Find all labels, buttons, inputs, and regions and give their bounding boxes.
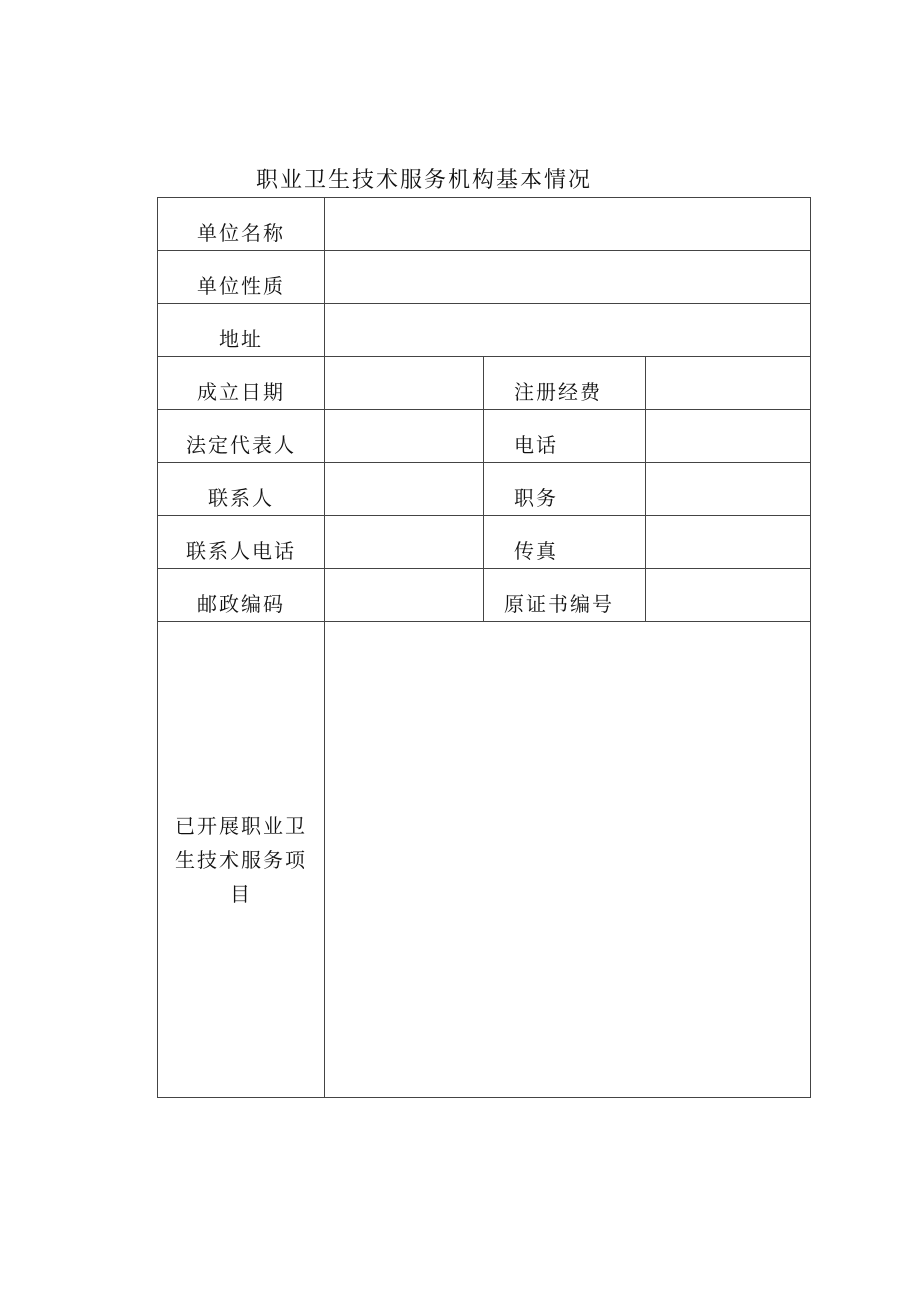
founding-date-label: 成立日期 xyxy=(158,357,325,410)
unit-name-label: 单位名称 xyxy=(158,198,325,251)
postal-code-label: 邮政编码 xyxy=(158,569,325,622)
phone-label: 电话 xyxy=(484,410,646,463)
contact-phone-field[interactable] xyxy=(325,516,484,569)
contact-phone-label: 联系人电话 xyxy=(158,516,325,569)
contact-person-label: 联系人 xyxy=(158,463,325,516)
position-field[interactable] xyxy=(646,463,811,516)
row-address xyxy=(158,304,811,357)
page-title: 职业卫生技术服务机构基本情况 xyxy=(256,168,593,193)
certificate-no-label: 原证书编号 xyxy=(484,569,646,622)
unit-nature-label: 单位性质 xyxy=(158,251,325,304)
row-contact-person xyxy=(158,463,811,516)
position-label: 职务 xyxy=(484,463,646,516)
services-label: 已开展职业卫生技术服务项目 xyxy=(158,622,325,1098)
fax-field[interactable] xyxy=(646,516,811,569)
postal-code-field[interactable] xyxy=(325,569,484,622)
address-field[interactable] xyxy=(325,304,811,357)
registered-capital-label: 注册经费 xyxy=(484,357,646,410)
row-founding-date xyxy=(158,357,811,410)
certificate-no-field[interactable] xyxy=(646,569,811,622)
info-form-table xyxy=(157,197,811,1098)
row-legal-rep xyxy=(158,410,811,463)
row-unit-name xyxy=(158,198,811,251)
legal-rep-field[interactable] xyxy=(325,410,484,463)
fax-label: 传真 xyxy=(484,516,646,569)
phone-field[interactable] xyxy=(646,410,811,463)
legal-rep-label: 法定代表人 xyxy=(158,410,325,463)
address-label: 地址 xyxy=(158,304,325,357)
contact-person-field[interactable] xyxy=(325,463,484,516)
services-field[interactable] xyxy=(325,622,811,1098)
unit-name-field[interactable] xyxy=(325,198,811,251)
row-services xyxy=(158,622,811,1098)
row-postal-code xyxy=(158,569,811,622)
row-unit-nature xyxy=(158,251,811,304)
row-contact-phone xyxy=(158,516,811,569)
registered-capital-field[interactable] xyxy=(646,357,811,410)
unit-nature-field[interactable] xyxy=(325,251,811,304)
founding-date-field[interactable] xyxy=(325,357,484,410)
